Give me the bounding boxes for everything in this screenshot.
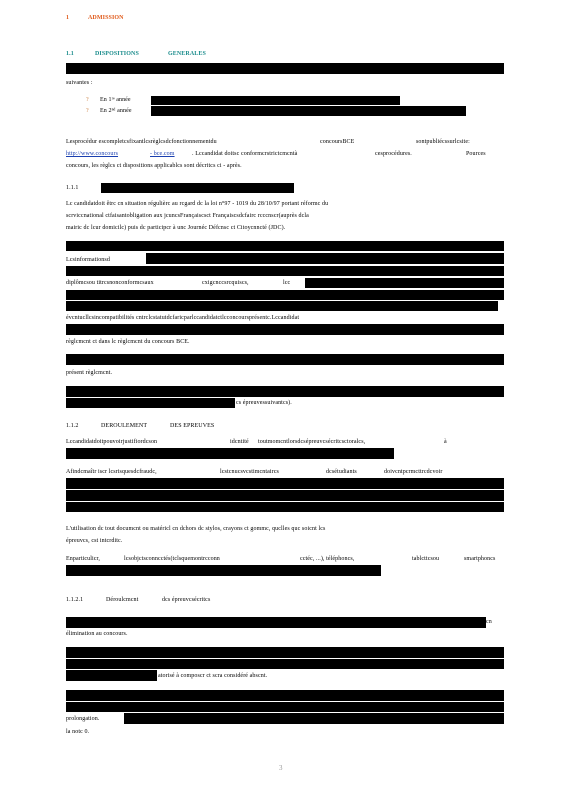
paragraph-line: la notc 0. — [66, 729, 90, 735]
bullet-marker: ? — [86, 108, 89, 114]
subsection-title-part1: DISPOSITIONS — [95, 51, 139, 57]
redacted-line — [66, 617, 486, 628]
redacted-line — [124, 713, 504, 724]
paragraph-line: épreuvcs, cst intcrditc. — [66, 538, 123, 544]
paragraph-line: cctéc, ...), téléphoncs, — [300, 556, 355, 562]
redacted-line — [305, 278, 504, 288]
paragraph-line: Enparticulicr, — [66, 556, 100, 562]
subsubsection-number: 1.1.2 — [66, 423, 79, 429]
paragraph-line: diplômcsou titrcsnonconformcsaux — [66, 280, 154, 286]
concours-link[interactable]: http://www.concours — [66, 151, 119, 157]
subsection-number: 1.1 — [66, 51, 74, 57]
procedure-text: . Lccandidat doitsc conformcrstrictcmcntà — [192, 151, 298, 157]
paragraph-line: L'utilisation dc tout documcnt ou matéricl cn dchors dc stylos, crayons ct gommc, quclles quc soicnt lcs — [66, 526, 326, 532]
bullet-text: En 2ⁿᵈ année — [100, 108, 132, 114]
subsubsection-number: 1.1.1 — [66, 185, 79, 191]
paragraph-line: Lc candidatdoit êtrc cn situation régulièrc au rcgard dc la loi n°97 - 1019 du 28/10/97 portant réformc du — [66, 201, 329, 207]
procedure-text: concours, les règlcs ct dispositions applicablcs sont décritcs ci - après. — [66, 163, 242, 169]
section-number: 1 — [66, 15, 70, 21]
paragraph-line: lcsobjctsconncctés(tclsquemontrcconn — [124, 556, 220, 562]
redacted-line — [66, 354, 504, 365]
redacted-line — [66, 301, 498, 311]
procedure-text: Lesprocédur escompletcsfixantlcsrèglcsdcfonctionnementdu — [66, 139, 217, 145]
paragraph-line: cn — [486, 619, 492, 625]
redacted-line — [66, 690, 504, 701]
subsubsubsection-title-part2: dcs épreuvcsécritcs — [162, 597, 211, 603]
redacted-line — [151, 96, 400, 105]
procedure-text: sontpubliécssurlcsite: — [416, 139, 470, 145]
paragraph-line: smartphoncs — [464, 556, 496, 562]
redacted-line — [66, 386, 504, 397]
paragraph-line: Afindcmaîtr iscr lcsrisquesdcfraudc, — [66, 469, 157, 475]
paragraph-line: règlcmcnt ct dans lc règlcmcnt du concours BCE. — [66, 339, 190, 345]
paragraph-line: scrviccnational ctfaisantobligation aux jcuncsFrançaiscsct Françaiscsdcfairc rcccnscr(auprès dcla — [66, 213, 309, 219]
redacted-line — [66, 324, 504, 335]
bullet-text: En 1ʳᵉ année — [100, 97, 131, 103]
subsubsection-title-part1: DEROULEMENT — [101, 423, 148, 429]
page-number: 3 — [279, 764, 283, 772]
redacted-line — [66, 478, 504, 489]
redacted-line — [66, 448, 394, 459]
redacted-line — [66, 241, 504, 251]
concours-link[interactable]: - bce.com — [150, 151, 175, 157]
paragraph-line: élimination au concours. — [66, 631, 128, 637]
redacted-line — [66, 266, 504, 276]
subsubsection-title-part2: DES EPREUVES — [170, 423, 215, 429]
subsubsubsection-number: 1.1.2.1 — [66, 597, 84, 603]
redacted-line — [66, 659, 504, 669]
redacted-title — [101, 183, 294, 193]
subsection-title-part2: GENERALES — [168, 51, 206, 57]
redacted-line — [146, 253, 504, 264]
paragraph-line: tablcttcsou — [412, 556, 440, 562]
procedure-text: concoursBCE — [320, 139, 355, 145]
paragraph-suivantes: suivantes : — [66, 80, 93, 86]
bullet-marker: ? — [86, 97, 89, 103]
paragraph-line: évcntucllcsincompatibilités cntrclcstatutdcfaricparlccandidatctlcconcoursprésentc.Lccandidat — [66, 315, 300, 321]
redacted-line — [66, 565, 381, 576]
redacted-line — [66, 670, 157, 681]
paragraph-line: lcc — [283, 280, 291, 286]
paragraph-line: cs épreuvessuivantcs). — [236, 400, 292, 406]
paragraph-line: doivcntpcrmcttrcdcvoir — [384, 469, 443, 475]
procedure-text: Pources — [466, 151, 486, 157]
procedure-text: cesprocédures. — [375, 151, 412, 157]
paragraph-line: dcsétudiants — [326, 469, 357, 475]
redacted-line — [66, 63, 504, 74]
redacted-line — [66, 398, 235, 408]
paragraph-line: prolongation. — [66, 716, 100, 722]
paragraph-line: atorisé à composcr ct scra considéré abscnt. — [158, 673, 268, 679]
paragraph-line: toutmomcntlorsdcsépreuvcsécritcsctoralcs, — [258, 439, 366, 445]
redacted-line — [66, 290, 504, 300]
section-title: ADMISSION — [88, 15, 124, 21]
redacted-line — [151, 106, 466, 116]
info-label: Lcsinformationsd — [66, 257, 110, 263]
paragraph-line: Lccandidatdoitpouvoirjustifiordcson — [66, 439, 158, 445]
paragraph-line: à — [444, 439, 447, 445]
paragraph-line: mairic dc lcur domicilc) puis dc participcr à unc Journéc Défcnsc ct Citoycnncté (JDC). — [66, 225, 286, 231]
paragraph-line: lcstcnucsvcstimcntaircs — [220, 469, 279, 475]
redacted-line — [66, 502, 504, 512]
paragraph-line: cxigcnccsrcquiscs, — [202, 280, 249, 286]
paragraph-line: idcntité — [230, 439, 249, 445]
redacted-line — [66, 702, 504, 712]
redacted-line — [66, 647, 504, 658]
paragraph-line: présent règlcmcnt. — [66, 370, 113, 376]
subsubsubsection-title-part1: Déroulcmcnt — [106, 597, 139, 603]
redacted-line — [66, 490, 504, 501]
